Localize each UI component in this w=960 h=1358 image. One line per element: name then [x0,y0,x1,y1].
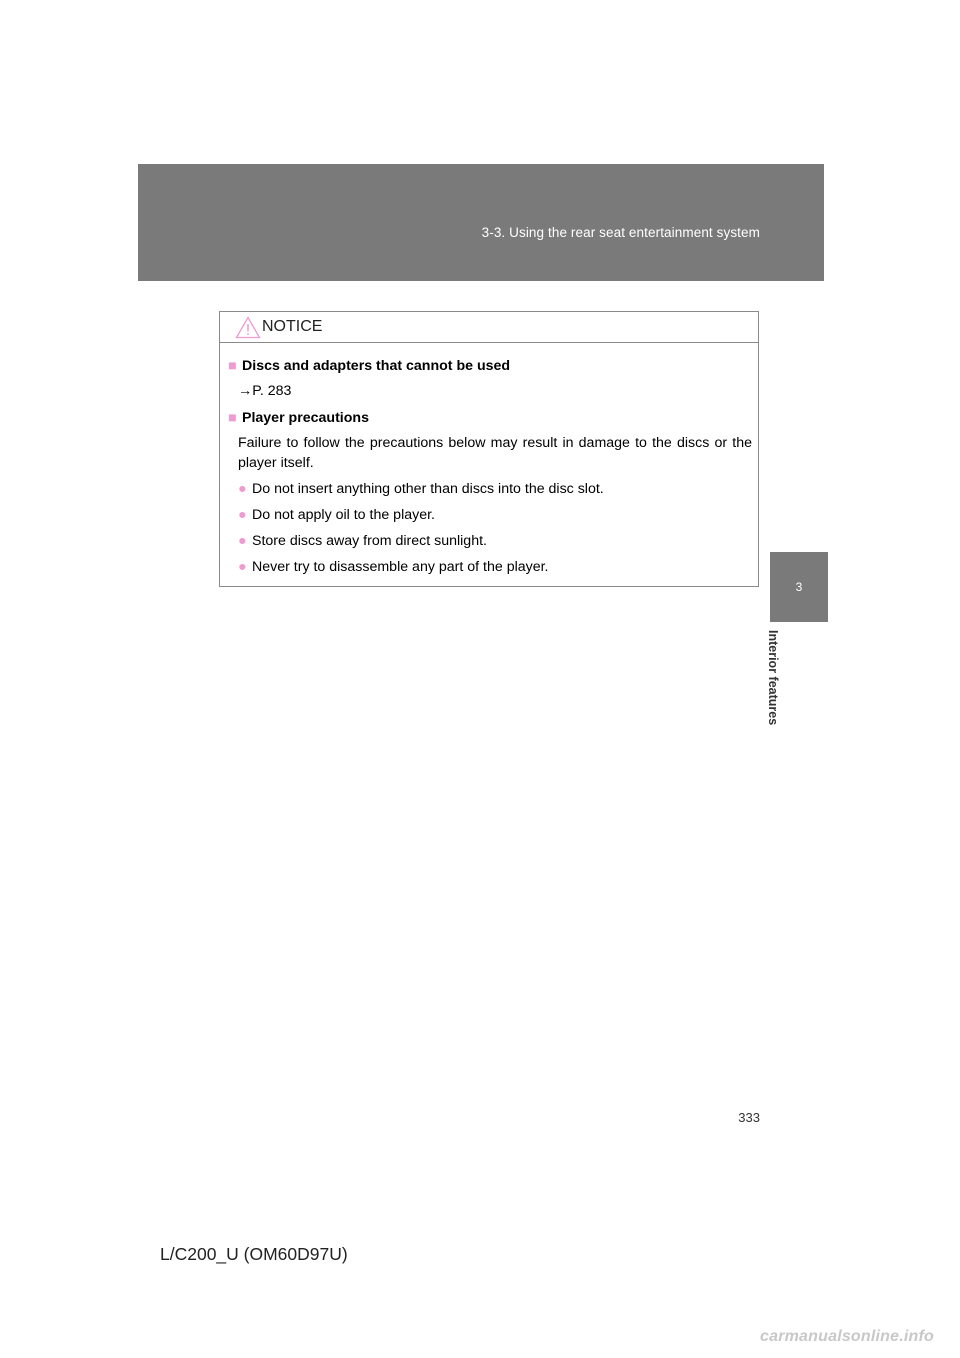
chapter-number: 3 [795,580,803,594]
notice-header [220,312,758,343]
warning-triangle-icon [235,316,261,339]
notice-body [220,343,758,577]
list-item: ● Never try to disassemble any part of the player. [238,559,549,575]
section-title: 3-3. Using the rear seat entertainment system [481,225,760,240]
square-bullet-icon: ■ [228,358,237,374]
list-item: ● Do not apply oil to the player. [238,507,435,523]
notice-title: NOTICE [262,318,323,335]
circle-bullet-icon: ● [238,559,247,575]
circle-bullet-icon: ● [238,481,247,497]
chapter-tab[interactable] [770,552,828,622]
page-reference[interactable]: →P. 283 [238,383,292,399]
notice-box [219,311,759,587]
list-item: ● Do not insert anything other than discs into the disc slot. [238,481,604,497]
watermark: carmanualsonline.info [760,1328,935,1345]
circle-bullet-icon: ● [238,533,247,549]
document-code: L/C200_U (OM60D97U) [160,1244,348,1264]
header-band [138,164,824,281]
circle-bullet-icon: ● [238,507,247,523]
section-heading: ■ Discs and adapters that cannot be used [228,358,511,374]
list-item: ● Store discs away from direct sunlight. [238,533,487,549]
page-number: 333 [738,1110,760,1125]
square-bullet-icon: ■ [228,410,237,426]
section-heading: ■ Player precautions [228,410,369,426]
chapter-label-wrap [766,630,790,740]
section-intro: Failure to follow the precautions below may result in damage to the discs or the player itself. [238,435,752,471]
chapter-label: Interior features [766,630,780,726]
